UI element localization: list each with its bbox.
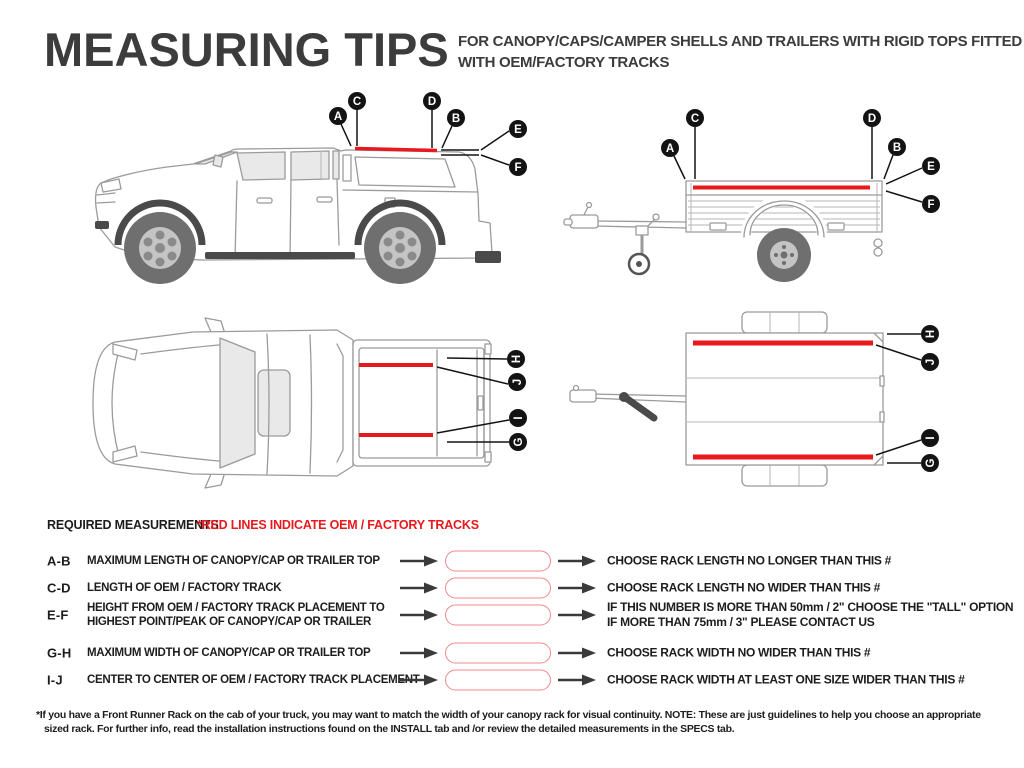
label-D bbox=[423, 92, 441, 110]
svg-text:G: G bbox=[925, 458, 937, 468]
svg-text:E: E bbox=[927, 161, 935, 173]
svg-text:B: B bbox=[451, 113, 461, 125]
page-title: MEASURING TIPS bbox=[44, 23, 449, 76]
label-I bbox=[509, 409, 527, 427]
svg-text:A: A bbox=[665, 143, 675, 155]
svg-text:I: I bbox=[925, 436, 937, 440]
label-F bbox=[922, 195, 940, 213]
footnote-line-1: *If you have a Front Runner Rack on the cab of your truck, you may want to match the width of your canopy rack for visual continuity. NOTE: These are just guidelines to help you choose an appropriate bbox=[36, 709, 981, 721]
measurement-row-ij bbox=[47, 668, 982, 692]
arrow-right-icon bbox=[400, 674, 438, 686]
row-guidance: CHOOSE RACK LENGTH NO WIDER THAN THIS # bbox=[607, 580, 880, 595]
row-id: I-J bbox=[47, 672, 63, 688]
svg-text:B: B bbox=[892, 142, 902, 154]
label-E bbox=[922, 157, 940, 175]
label-B bbox=[888, 138, 906, 156]
row-id: G-H bbox=[47, 645, 72, 661]
arrow-right-icon bbox=[400, 555, 438, 567]
row-description: CENTER TO CENTER OF OEM / FACTORY TRACK PLACEMENT bbox=[87, 674, 420, 686]
label-I bbox=[921, 429, 939, 447]
row-description: MAXIMUM WIDTH OF CANOPY/CAP OR TRAILER TOP bbox=[87, 647, 371, 659]
diagram-truck-canopy-top-view bbox=[85, 308, 540, 503]
page-subtitle bbox=[458, 31, 1022, 73]
svg-text:J: J bbox=[925, 358, 937, 366]
label-G bbox=[509, 433, 527, 451]
svg-text:E: E bbox=[514, 124, 522, 136]
svg-text:G: G bbox=[513, 437, 525, 447]
svg-text:A: A bbox=[333, 111, 343, 123]
measurement-row-gh bbox=[47, 641, 982, 665]
measurement-row-ab bbox=[47, 549, 982, 573]
row-guidance: CHOOSE RACK LENGTH NO LONGER THAN THIS # bbox=[607, 553, 892, 568]
arrow-right-icon bbox=[400, 609, 438, 621]
measurement-row-ef bbox=[47, 600, 1014, 629]
svg-text:J: J bbox=[512, 378, 524, 386]
row-guidance: CHOOSE RACK WIDTH AT LEAST ONE SIZE WIDER THAN THIS # bbox=[607, 672, 965, 687]
label-J bbox=[921, 353, 939, 371]
svg-text:H: H bbox=[511, 354, 523, 364]
row-id: E-F bbox=[47, 607, 69, 623]
subtitle-line-2: WITH OEM/FACTORY TRACKS bbox=[458, 54, 670, 71]
trailer-side-body bbox=[564, 181, 882, 282]
label-H bbox=[921, 325, 939, 343]
arrow-right-icon bbox=[400, 647, 438, 659]
label-E bbox=[509, 120, 527, 138]
label-H bbox=[507, 350, 525, 368]
svg-text:D: D bbox=[867, 113, 877, 125]
diagram-truck-canopy-side-view bbox=[85, 95, 540, 295]
label-B bbox=[447, 109, 465, 127]
svg-text:H: H bbox=[925, 329, 937, 339]
row-guidance: CHOOSE RACK WIDTH NO WIDER THAN THIS # bbox=[607, 645, 871, 660]
trailer-top-body bbox=[570, 312, 884, 486]
svg-text:F: F bbox=[927, 199, 935, 211]
row-guidance: IF THIS NUMBER IS MORE THAN 50mm / 2" CHOOSE THE "TALL" OPTION IF MORE THAN 75mm / 3" PLEASE CONTACT US bbox=[607, 600, 1014, 629]
truck-top-body bbox=[93, 318, 491, 488]
label-A bbox=[329, 107, 347, 125]
label-D bbox=[863, 109, 881, 127]
measurement-row-cd bbox=[47, 576, 982, 600]
row-description: MAXIMUM LENGTH OF CANOPY/CAP OR TRAILER TOP bbox=[87, 555, 380, 567]
svg-text:C: C bbox=[352, 96, 362, 108]
red-lines-note: *RED LINES INDICATE OEM / FACTORY TRACKS bbox=[197, 518, 479, 532]
footnote-line-2: sized rack. For further info, read the installation instructions found on the INSTALL tab and /or review the detailed measurements in the SPECS tab. bbox=[44, 722, 735, 735]
arrow-right-icon bbox=[558, 582, 596, 594]
footnote bbox=[36, 709, 996, 736]
diagram-trailer-top-view bbox=[560, 298, 980, 513]
measurement-input-pill[interactable] bbox=[445, 605, 551, 626]
measurement-input-pill[interactable] bbox=[445, 643, 551, 664]
arrow-right-icon bbox=[558, 647, 596, 659]
row-description: LENGTH OF OEM / FACTORY TRACK bbox=[87, 582, 282, 594]
arrow-right-icon bbox=[400, 582, 438, 594]
required-measurements-heading: REQUIRED MEASUREMENTS bbox=[47, 518, 219, 532]
row-id: C-D bbox=[47, 580, 71, 596]
svg-text:I: I bbox=[513, 416, 525, 420]
arrow-right-icon bbox=[558, 609, 596, 621]
measurement-input-pill[interactable] bbox=[445, 578, 551, 599]
row-id: A-B bbox=[47, 553, 71, 569]
subtitle-line-1: FOR CANOPY/CAPS/CAMPER SHELLS AND TRAILERS WITH RIGID TOPS FITTED bbox=[458, 33, 1022, 50]
label-J bbox=[508, 373, 526, 391]
label-A bbox=[661, 139, 679, 157]
measurement-input-pill[interactable] bbox=[445, 551, 551, 572]
svg-text:F: F bbox=[514, 162, 522, 174]
svg-text:D: D bbox=[427, 96, 437, 108]
measurement-input-pill[interactable] bbox=[445, 670, 551, 691]
oem-track-red-line bbox=[355, 149, 437, 151]
svg-text:C: C bbox=[690, 113, 700, 125]
measurements-table bbox=[47, 545, 1014, 705]
arrow-right-icon bbox=[558, 674, 596, 686]
label-C bbox=[348, 92, 366, 110]
diagram-trailer-side-view bbox=[560, 95, 980, 295]
arrow-right-icon bbox=[558, 555, 596, 567]
trailer-top-measurement-labels bbox=[876, 325, 939, 472]
label-C bbox=[686, 109, 704, 127]
row-description: HEIGHT FROM OEM / FACTORY TRACK PLACEMENT TO HIGHEST POINT/PEAK OF CANOPY/CAP OR TRAILER bbox=[87, 602, 385, 628]
label-F bbox=[509, 158, 527, 176]
label-G bbox=[921, 454, 939, 472]
